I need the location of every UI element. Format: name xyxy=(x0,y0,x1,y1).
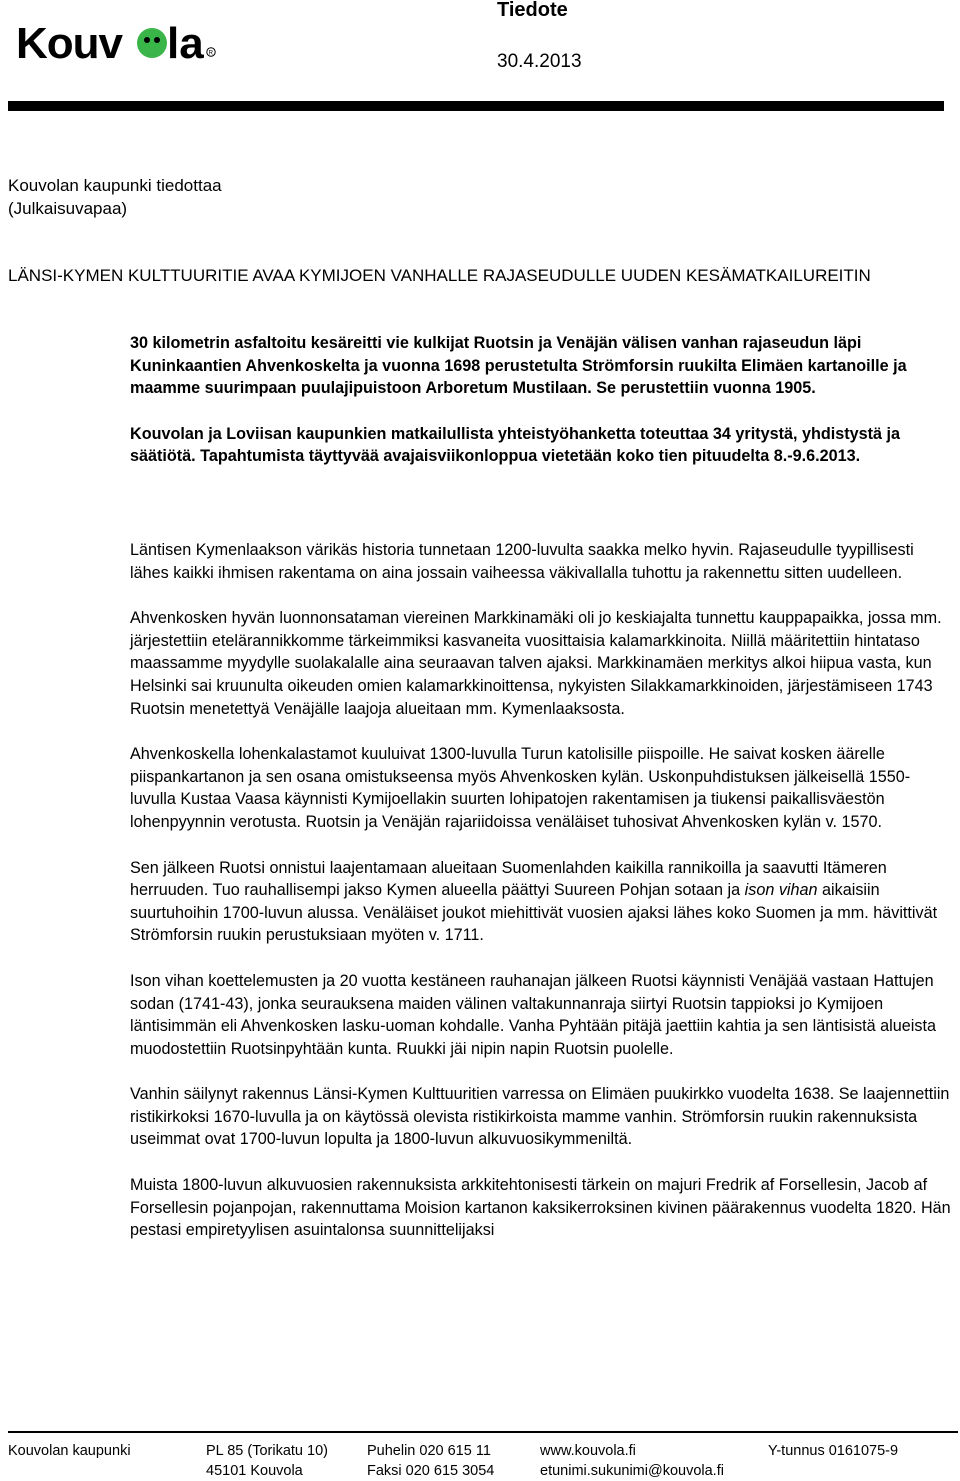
footer-business-id-text: Y-tunnus 0161075-9 xyxy=(768,1443,899,1459)
kouvola-logo xyxy=(16,18,216,66)
footer-business-id xyxy=(768,1441,898,1461)
body-paragraph: Vanhin säilynyt rakennus Länsi-Kymen Kulttuuritien varressa on Elimäen puukirkko vuodelta 1638. Se laajennettiin ristikirkoksi 1670-luvulla ja on käytössä olevista ristikirkoista mamme vanhin. Strömforsin ruukin rakennuksista useimmat ovat 1700-luvun lopulta ja 1800-luvun alkuvuosikymmeniltä. xyxy=(130,1085,950,1149)
press-release-headline: LÄNSI-KYMEN KULTTUURITIE AVAA KYMIJOEN VANHALLE RAJASEUDULLE UUDEN KESÄMATKAILUREITIN xyxy=(8,266,871,285)
body-paragraph xyxy=(130,857,952,947)
body-paragraph: Ahvenkosken hyvän luonnonsataman viereinen Markkinamäki oli jo keskiajalta tunnettu kauppapaikka, jossa mm. järjestettiin etelärannikkomme tärkeimmiksi kasvaneita vuosittaisia kalamarkkinoita. Niillä määritettiin hintataso maassamme myydylle suolakalalle aina seuraavan talven ajaksi. Markkinamäen merkitys alkoi hiipua vasta, kun Helsinki sai kruunulta oikeuden omien kalamarkkinoittensa, nykyisten Silakkamarkkinoiden, järjestämiseen 1743 Ruotsin menetettyä Venäjälle laajoja alueitaan mm. Kymenlaaksosta. xyxy=(130,609,942,718)
body-paragraph: Muista 1800-luvun alkuvuosien rakennuksista arkkitehtonisesti tärkein on majuri Fredrik af Forsellesin, Jacob af Forsellesin pojanpojan, rakennuttama Moision kartanon kaksikerroksinen kivinen päärakennus vuodelta 1820. Hän pestasi empiretyylisen asuintalonsa suunnittelijaksi xyxy=(130,1176,951,1240)
lead-paragraph: 30 kilometrin asfaltoitu kesäreitti vie kulkijat Ruotsin ja Venäjän välisen vanhan rajaseudun läpi Kuninkaantien Ahvenkoskelta ja vuonna 1698 perustetulta Strömforsin ruukilta Elimäen kartanoille ja maamme suurimpaan puulajipuistoon Arboretum Mustilaan. Se perustettiin vuonna 1905. xyxy=(130,334,907,398)
issuer-block xyxy=(8,174,222,220)
body-text-run: Sen jälkeen Ruotsi onnistui laajentamaan alueitaan Suomenlahden kaikilla rannikoilla ja saavutti Itämeren herruuden. Tuo rauhallisempi jakso Kymen alueella päättyi Suureen Pohjan sotaan ja xyxy=(130,858,887,900)
lead-paragraph: Kouvolan ja Loviisan kaupunkien matkailullista yhteistyöhanketta toteuttaa 34 yritystä, yhdistystä ja säätiötä. Tapahtumista täyttyvää avajaisviikonloppua vietetään koko tien pituudelta 8.-9.6.2013. xyxy=(130,424,901,466)
body-section xyxy=(130,539,952,1265)
footer-org-name: Kouvolan kaupunki xyxy=(8,1443,131,1459)
publication-status: (Julkaisuvapaa) xyxy=(8,199,128,218)
body-paragraph: Läntisen Kymenlaakson värikäs historia tunnetaan 1200-luvulta saakka melko hyvin. Rajaseudulle tyypillisesti lähes kaikki ihmisen rakentama on aina jossain vaiheessa väkivallalla tuhottu ja rakennettu sitten uudelleen. xyxy=(130,541,914,582)
footer-postal: 45101 Kouvola xyxy=(206,1463,303,1479)
body-text-run: aikaisiin suurtuhoihin 1700-luvun alussa. Venäläiset joukot miehittivät vuosien ajaksi lähes koko Suomen ja mm. hävittivät Strömforsin ruukin perustuksiaan myöten v. 1711. xyxy=(130,881,938,945)
footer-phone: Puhelin 020 615 11 xyxy=(367,1443,491,1459)
document-type: Tiedote xyxy=(497,0,568,21)
footer-address xyxy=(206,1441,328,1481)
footer-po-box: PL 85 (Torikatu 10) xyxy=(206,1443,328,1459)
document-date: 30.4.2013 xyxy=(497,51,582,72)
footer-contact xyxy=(367,1441,494,1481)
footer-email-link[interactable]: etunimi.sukunimi@kouvola.fi xyxy=(540,1463,724,1479)
body-paragraph: Ahvenkoskella lohenkalastamot kuuluivat 1300-luvulla Turun katolisille piispoille. He saivat kosken äärelle piispankartanon ja sen osana omistukseensa myös Ahvenkosken kylän. Uskonpuhdistuksen jälkeisellä 1550-luvulla Kustaa Vaasa käynnisti Kymijoellakin suurten lohipatojen rakentamisen ja tiukensi paikallisväestön lohenpyynnin verotusta. Ruotsin ja Venäjän rajariidoissa venäläiset tuhosivat Ahvenkosken kylän v. 1570. xyxy=(130,745,911,831)
footer-online xyxy=(540,1441,724,1481)
footer-organization xyxy=(8,1441,131,1461)
svg-text:la: la xyxy=(167,19,204,66)
italic-term: ison vihan xyxy=(744,881,818,900)
footer-divider xyxy=(8,1431,958,1433)
footer-fax: Faksi 020 615 3054 xyxy=(367,1463,495,1479)
svg-text:R: R xyxy=(208,50,213,57)
svg-text:Kouv: Kouv xyxy=(16,19,122,66)
footer-website-link[interactable]: www.kouvola.fi xyxy=(540,1443,636,1459)
header-divider xyxy=(8,101,944,111)
body-paragraph: Ison vihan koettelemusten ja 20 vuotta kestäneen rauhanajan jälkeen Ruotsi käynnisti Venäjää vastaan Hattujen sodan (1741-43), jonka seurauksena maiden välinen valtakunnanraja siirtyi Ruotsin tappioksi jo Kymijoen läntisimmän eli Ahvenkosken lasku-uoman kohdalle. Vanha Pyhtään pitäjä jaettiin kahtia ja sen läntisistä alueista muodostettiin Ruotsinpyhtään kunta. Ruukki jäi nipin napin Ruotsin puolelle. xyxy=(130,971,936,1058)
issuer-line: Kouvolan kaupunki tiedottaa xyxy=(8,176,222,195)
lead-section xyxy=(130,332,950,491)
